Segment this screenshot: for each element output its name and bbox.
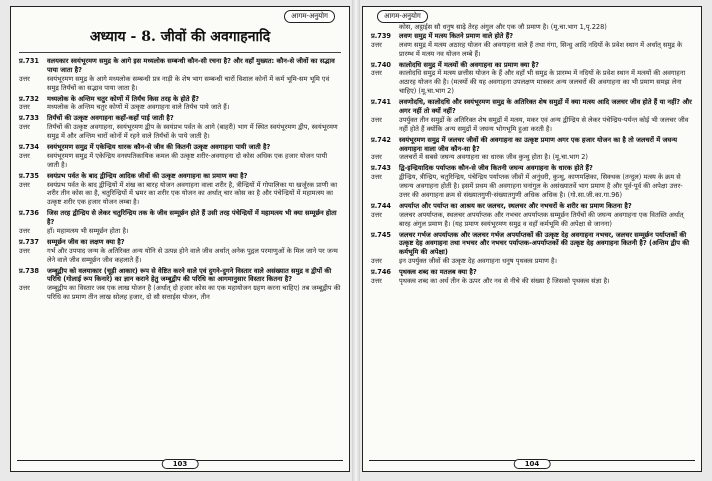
question-row <box>19 143 341 152</box>
qa-item <box>371 202 693 229</box>
answer-text: गर्भ और उपपाद जन्म के अतिरिक्त अन्य योनि से उत्पन्न होने वाले जीव अर्थात् अनेक पुद्गल परमाणुओं के मिल जाने पर जन्म लेने वाले जीव सम्मूर्छन जीव कहलाते हैं। <box>47 246 338 264</box>
answer-row <box>19 247 341 265</box>
question-text: द्वि-इन्द्रियादिक पर्याप्तक कौन-से जीव कितनी जघन्य अवगाहना के धारक होते हैं? <box>399 164 593 173</box>
answer-label: उत्तर <box>19 180 30 189</box>
answer-label: उत्तर <box>19 151 30 160</box>
question-row <box>19 114 341 123</box>
answer-label: उत्तर <box>19 74 30 83</box>
left-page-number: 103 <box>162 459 199 469</box>
qa-item <box>371 164 693 200</box>
question-text: जिस तरह द्वीन्द्रिय से लेकर चतुरिन्द्रिय तक के जीव सम्मूर्छन होते हैं उसी तरह पंचेन्द्रियों में महामत्स्य भी क्या सम्मूर्छन होता है? <box>47 209 337 227</box>
continuation-indent <box>371 23 399 32</box>
qa-item <box>371 98 693 134</box>
answer-row <box>19 123 341 141</box>
question-row <box>19 267 341 285</box>
answer-text: द्वीन्द्रिय, त्रीन्द्रिय, चतुरिन्द्रिय, पंचेन्द्रिय पर्याप्तक जीवों में अनुंधरी, कुन्थु, काणमक्षिका, सिक्थक (तन्दुल) मत्स्य के क्रम से जघन्य अवगाहना होती है। इसमें प्रथम की अवगाहना घनांगुल के असंख्यातवें भाग प्रमाण है और पूर्व-पूर्व की अपेक्षा उत्तर-उत्तर की अवगाहना क्रम से संख्यातगुणी-संख्यातगुणी अधिक अधिक है। (गो.सा.जी.का.गा.96) <box>399 173 683 200</box>
answer-label: उत्तर <box>371 115 382 124</box>
answer-text: तिर्यंचों की उत्कृष्ट अवगाहना, स्वयंभूरमण द्वीप के स्वयंप्रभ पर्वत के आगे (बाहरी) भाग में स्थित स्वयंभूरमण द्वीप, स्वयंभूरमण समुद्र में और अन्तिम चारों कोनों में रहने वाले तिर्यंचों के पाये जाती है। <box>47 123 338 141</box>
qa-item <box>371 136 693 163</box>
qa-item <box>19 57 341 93</box>
question-row <box>371 268 693 277</box>
question-text: लवणोदधि, कालोदधि और स्वयंभूरमण समुद्र के अतिरिक्त शेष समुद्रों में क्या मत्स्य आदि जलचर जीव होते हैं या नहीं? और अगर नहीं तो क्यों नहीं? <box>399 98 692 116</box>
answer-text: जम्बूद्वीप का विस्तार जब एक लाख योजन है (अर्थात् दो हजार कोस का एक महायोजन ग्रहण करना चाहिए) तब जम्बूद्वीप की परिधि का प्रमाण तीन लाख सोलह हजार, दो सौ सत्ताईस योजन, तीन <box>47 284 341 302</box>
answer-label: उत्तर <box>19 246 30 255</box>
question-row <box>19 238 341 247</box>
answer-label: उत्तर <box>371 40 382 49</box>
answer-label: उत्तर <box>371 257 382 266</box>
question-row <box>19 172 341 181</box>
question-text: जलचर गर्भज अपर्याप्तक और जलचर गर्भज अपर्याप्तकों की उत्कृष्ट देह अवगाहना नभचर, जलचर सम्मूर्छन पर्याप्तकों की उत्कृष्ट देह अवगाहना तथा नभचर और नभचर पर्याप्तक-अपर्याप्तकों की उत्कृष्ट देह अवगाहना कितनी है? (अन्तिम द्वीप की कर्मभूमि की अपेक्षा) <box>399 230 690 257</box>
right-header-tag: आगम-अनुयोग <box>377 10 428 23</box>
answer-text: स्वयंप्रभ पर्वत के बाद द्वीन्द्रियों में शंख का बारह योजन अवगाहना वाला शरीर है, त्रीन्द्रियों में गोपालिका या खर्जूरक प्राणी का शरीर तीन कोस का है, चतुरिन्द्रियों में भ्रमर का शरीर एक योजन का अर्थात् चार कोस का है और पंचेन्द्रियों में महामत्स्य का उत्कृष्ट शरीर एक हजार योजन लम्बा है। <box>47 180 338 207</box>
answer-label: उत्तर <box>371 153 382 162</box>
question-label: प्र.734 <box>19 143 40 152</box>
answer-label: उत्तर <box>371 277 382 286</box>
question-label: प्र.736 <box>19 209 40 218</box>
qa-item <box>19 238 341 265</box>
question-row <box>371 61 693 70</box>
answer-row <box>19 284 341 302</box>
answer-text: हाँ। महामत्स्य भी सम्मूर्छन होता है। <box>47 227 129 236</box>
question-row <box>371 98 693 116</box>
right-page-number: 104 <box>514 459 551 469</box>
answer-text: इन उपर्युक्त जीवों की उत्कृष्ट देह अवगाहना धनुष पृथक्त्व प्रमाण है। <box>399 257 557 266</box>
question-row <box>19 95 341 104</box>
question-label: प्र.738 <box>19 266 40 275</box>
question-text: कालोदधि समुद्र में मत्स्यों की अवगाहना का प्रमाण क्या है? <box>399 60 539 69</box>
right-page-content <box>371 23 693 451</box>
question-text: सम्मूर्छन जीव का लक्षण क्या है? <box>47 237 125 246</box>
answer-row <box>19 152 341 170</box>
answer-text: मध्यलोक के अन्तिम चतुर कोणों में उत्कृष्ट अवगाहना वाले तिर्यंच पाये जाते हैं। <box>47 103 230 112</box>
question-text: लवण समुद्र में मत्स्य कितने प्रमाण वाले होते हैं? <box>399 31 514 40</box>
continuation-body: कोस, अट्ठाईस सौ धनुष साढ़े तेरह अंगुल और एक जौ प्रमाण है। (मू.चा.भाग 1,पृ.228) <box>399 23 607 31</box>
question-text: तिर्यंचों की उत्कृष्ट अवगाहना कहाँ-कहाँ पाई जाती है? <box>47 114 174 123</box>
right-page <box>362 6 702 472</box>
qa-item <box>19 209 341 236</box>
answer-row <box>19 103 341 112</box>
question-text: स्वयंप्रभ पर्वत के बाद द्वीन्द्रिय आदिक जीवों की उत्कृष्ट अवगाहना का प्रमाण क्या है? <box>47 171 248 180</box>
question-row <box>371 202 693 211</box>
question-text: पृथक्त्व शब्द का मतलब क्या है? <box>399 268 477 277</box>
answer-text: उपर्युक्त तीन समुद्रों के अतिरिक्त शेष समुद्रों में मत्स्य, मकर एवं अन्य द्वीन्द्रिय से लेकर पंचेन्द्रिय-पर्यन्त कोई भी जलचर जीव नहीं होते हैं क्योंकि अन्य समुद्रों में जघन्य भोगभूमि हुआ करती है। <box>399 115 689 133</box>
qa-item <box>19 172 341 208</box>
book-gutter <box>352 0 360 481</box>
answer-row <box>19 181 341 208</box>
question-label: प्र.740 <box>371 60 392 69</box>
question-text: स्वयंभूरमण समुद्र में एकेन्द्रिय धारक कौन-से जीव की कितनी उत्कृष्ट अवगाहना पायी जाती है? <box>47 143 271 152</box>
question-text: अपर्याप्त और पर्याप्त का आश्रय कर जलचर, स्थलचर और नभचरों के शरीर का प्रमाण कितना है? <box>399 201 632 210</box>
question-label: प्र.737 <box>19 237 40 246</box>
qa-item <box>371 32 693 59</box>
right-qa-list <box>371 32 693 286</box>
left-header-tag: आगम-अनुयोग <box>284 10 335 23</box>
qa-item <box>371 268 693 286</box>
qa-item <box>19 95 341 113</box>
question-label: प्र.739 <box>371 31 392 40</box>
answer-label: उत्तर <box>19 103 30 112</box>
qa-item <box>19 143 341 170</box>
question-row <box>371 231 693 258</box>
question-row <box>19 209 341 227</box>
answer-label: उत्तर <box>19 284 30 293</box>
qa-item <box>371 231 693 267</box>
question-row <box>371 136 693 154</box>
continuation-text <box>371 23 693 32</box>
qa-item <box>19 114 341 141</box>
answer-text: जलचरों में सबसे जघन्य अवगाहना का धारक जीव कुन्थु होता है। (मू.चा.भाग 2) <box>399 153 588 162</box>
answer-text: स्वयंभूरमण समुद्र के आगे मध्यलोक सम्बन्धी प्रत्र नाड़ी के शेष भाग सम्बन्धी चारों विशाल कोनों में कर्म भूमि-सम भूमि एवं समुद्र तिर्यंचों का सद्भाव पाया जाता है। <box>47 74 330 92</box>
question-label: प्र.742 <box>371 135 392 144</box>
answer-row <box>371 153 693 162</box>
answer-text: पृथक्त्व शब्द का अर्थ तीन के ऊपर और नव से नीचे की संख्या है जिसको पृथक्त्व संज्ञा है। <box>399 277 610 286</box>
question-text: मध्यलोक के अन्तिम चतुर कोणों में तिर्यंच किस तरह के होते हैं? <box>47 94 200 103</box>
question-row <box>19 57 341 75</box>
answer-row <box>371 257 693 266</box>
left-qa-list <box>19 57 341 302</box>
answer-row <box>371 116 693 134</box>
answer-row <box>371 211 693 229</box>
answer-label: उत्तर <box>371 69 382 78</box>
question-label: प्र.744 <box>371 201 392 210</box>
question-label: प्र.735 <box>19 171 40 180</box>
question-label: प्र.746 <box>371 268 392 277</box>
answer-text: स्वयंभूरमण समुद्र में एकेन्द्रिय वनस्पतिकायिक कमल की उत्कृष्ट शरीर-अवगाहना दो कोस अधिक एक हजार योजन पायी जाती है। <box>47 151 328 169</box>
answer-text: जलचर अपर्याप्तक, स्थलचर अपर्याप्तक और नभचर अपर्याप्तक सम्मूर्छन तिर्यंचों की जघन्य अवगाहना एक वितस्ति अर्थात् बारह अंगुल प्रमाण है। (यह प्रमाण स्वयंभूरमण समुद्र व वहाँ कर्मभूमि की अपेक्षा से जानना) <box>399 210 684 228</box>
chapter-title: अध्याय - 8. जीवों की अवगाहनादि <box>19 23 341 53</box>
answer-row <box>19 75 341 93</box>
qa-item <box>19 267 341 303</box>
question-row <box>371 164 693 173</box>
question-text: वलयकार स्वयंभूरमण समुद्र के आगे इस मध्यलोक सम्बन्धी कौन-सी रचना है? और वहाँ मुख्यत: कौन-से जीवों का सद्भाव पाया जाता है? <box>47 57 335 74</box>
question-text: जम्बूद्वीप को वलयाकार (चूड़ी आकार) रूप से वेष्टित करने वाले एवं दुगने-दुगने विस्तार वाले असंख्यात समुद्र व द्वीपों की परिधि (गोलाई रूप किनारे) का ज्ञान कराने हेतु जम्बूद्वीप की परिधि का आगमानुसार विस्तार कितना है? <box>47 266 332 284</box>
question-label: प्र.743 <box>371 164 392 173</box>
answer-label: उत्तर <box>371 173 382 182</box>
answer-row <box>371 69 693 96</box>
question-label: प्र.733 <box>19 114 40 123</box>
question-label: प्र.731 <box>19 57 40 65</box>
answer-text: कालोदधि समुद्र में मत्स्य छत्तीस योजन के हैं और वहाँ भी समुद्र के प्रारम्भ में नदियों के प्रवेश स्थान में मत्स्यों की अवगाहना अठारह योजन की है। (मत्स्यों की यह अवगाहना उपलक्षण मात्रकर अन्य जलचरों की अवगाहना का भी प्रमाण समझ लेना चाहिए) (मू.चा.भाग 2) <box>399 69 686 96</box>
qa-item <box>371 61 693 97</box>
answer-row <box>371 41 693 59</box>
question-label: प्र.745 <box>371 230 392 239</box>
left-page <box>10 6 350 472</box>
answer-label: उत्तर <box>371 210 382 219</box>
answer-row <box>371 277 693 286</box>
answer-label: उत्तर <box>19 227 30 236</box>
answer-row <box>371 173 693 200</box>
answer-row <box>19 227 341 236</box>
answer-label: उत्तर <box>19 123 30 132</box>
question-text: स्वयंभूरमण समुद्र में जलचर जीवों की अवगाहना का उत्कृष्ट प्रमाण अगर एक हजार योजन का है तो जलचरों में जघन्य अवगाहना वाला जीव कौन-सा है? <box>399 135 678 153</box>
left-page-content <box>19 23 341 451</box>
answer-text: लवण समुद्र में मत्स्य अठारह योजन की अवगाहना वाले हैं तथा गंगा, सिन्धु आदि नदियों के प्रवेश स्थान में अर्थात् समुद्र के प्रारम्भ में मत्स्य नव योजन लम्बे हैं। <box>399 40 683 58</box>
question-label: प्र.741 <box>371 98 392 107</box>
question-label: प्र.732 <box>19 94 40 103</box>
question-row <box>371 32 693 41</box>
